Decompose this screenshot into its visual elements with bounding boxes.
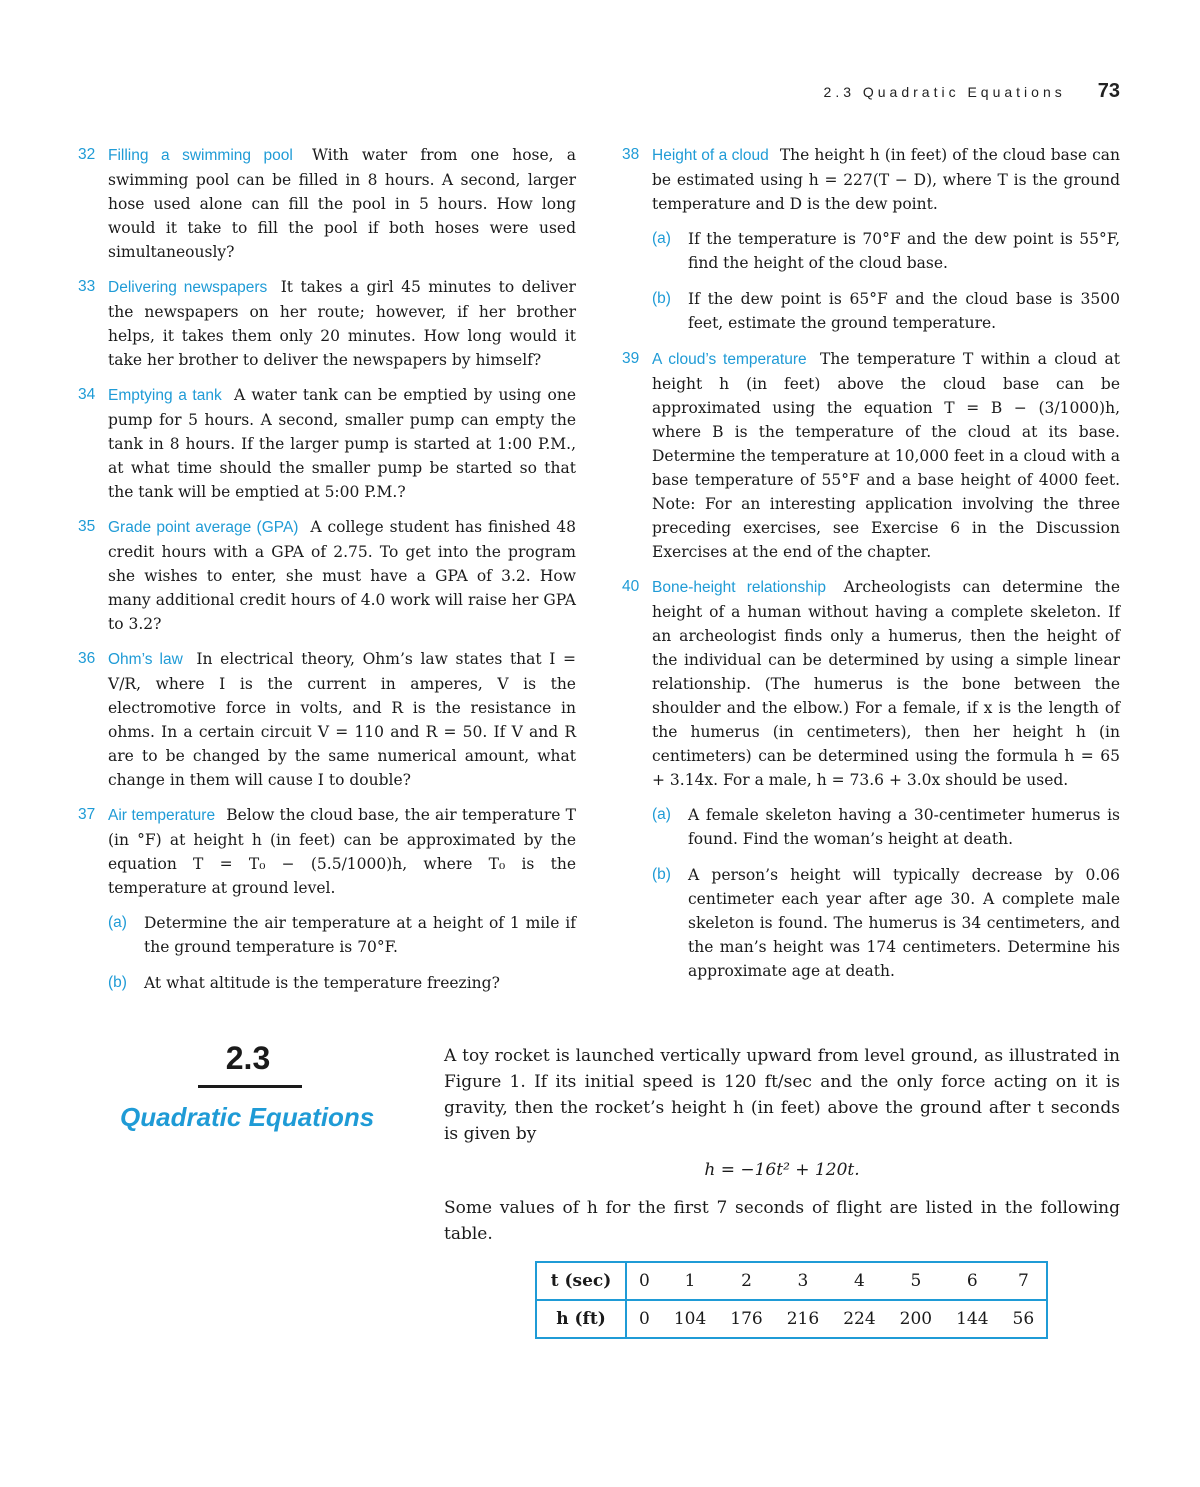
exercise-body: Below the cloud base, the air temperature T (in °F) at height h (in feet) can be approximated by the equation T = T₀ − (5.5/1000)h, where T₀ is the temperature at ground level. bbox=[108, 806, 576, 897]
table-cell: 104 bbox=[673, 1309, 707, 1329]
table-row-t bbox=[536, 1262, 1047, 1300]
exercise-title: Height of a cloud bbox=[652, 147, 769, 164]
exercise-body: The temperature T within a cloud at height h (in feet) above the cloud base can be approximated using the equation T = B − (3/1000)h, where B is the temperature of the cloud at its base. Determine the temperature at 10,000 feet in a cloud with a base temperature of 55°F and a base height of 4000 feet. Note: For an interesting application involving the three preceding exercises, see Exercise 6 in the Discussion Exercises at the end of the chapter. bbox=[652, 350, 1120, 561]
table-cell: 224 bbox=[843, 1309, 876, 1329]
exercise-number: 36 bbox=[78, 650, 96, 667]
exercise-38-part-a bbox=[652, 227, 1120, 275]
table-cell: 56 bbox=[1012, 1309, 1035, 1329]
exercise-34 bbox=[78, 383, 576, 504]
exercise-title: Air temperature bbox=[108, 807, 216, 824]
exercise-number: 34 bbox=[78, 386, 96, 403]
section-rule bbox=[198, 1085, 302, 1088]
exercise-number: 35 bbox=[78, 518, 96, 535]
exercise-37 bbox=[78, 803, 576, 900]
section-heading bbox=[120, 1040, 380, 1133]
table-cell: 5 bbox=[888, 1262, 944, 1300]
exercise-body: A college student has finished 48 credit hours with a GPA of 2.75. To get into the program she wishes to enter, she must have a GPA of 3.2. How many additional credit hours of 4.0 work will raise her GPA to 3.2? bbox=[108, 518, 576, 633]
running-head bbox=[824, 80, 1120, 103]
exercise-37-part-a bbox=[108, 911, 576, 959]
exercise-body: The height h (in feet) of the cloud base can be estimated using h = 227(T − D), where T is the ground temperature and D is the dew point. bbox=[652, 146, 1121, 213]
page-number: 73 bbox=[1097, 80, 1120, 102]
section-title: Quadratic Equations bbox=[120, 1102, 375, 1132]
exercise-title: Emptying a tank bbox=[108, 387, 222, 404]
exercise-40-part-b bbox=[652, 863, 1120, 983]
part-text: If the temperature is 70°F and the dew point is 55°F, find the height of the cloud base. bbox=[688, 230, 1120, 272]
exercise-38 bbox=[622, 143, 1121, 216]
exercise-body: In electrical theory, Ohm’s law states that I = V/R, where I is the current in amperes, V is the electromotive force in volts, and R is the resistance in ohms. In a certain circuit V = 110 and R = 50. If V and R are to be changed by the same numerical amount, what change in them will cause I to double? bbox=[108, 650, 576, 789]
table-cell: 0 bbox=[626, 1262, 662, 1300]
exercise-38-part-b bbox=[652, 287, 1120, 335]
table-cell: 3 bbox=[775, 1262, 831, 1300]
exercise-body: With water from one hose, a swimming pool can be filled in 8 hours. A second, larger hose used alone can fill the pool in 5 hours. How long would it take to fill the pool if both hoses were used simultaneously? bbox=[108, 146, 576, 261]
table-cell: 144 bbox=[956, 1309, 989, 1329]
values-table bbox=[535, 1261, 1048, 1339]
values-table-wrap bbox=[535, 1261, 1048, 1339]
exercise-33 bbox=[78, 275, 576, 372]
height-formula: h = −16t² + 120t. bbox=[704, 1160, 860, 1180]
right-column bbox=[622, 143, 1121, 995]
exercise-number: 39 bbox=[622, 350, 640, 367]
exercise-title: Bone-height relationship bbox=[652, 579, 826, 596]
table-cell: 216 bbox=[786, 1309, 820, 1329]
table-row-h bbox=[536, 1300, 1047, 1338]
exercise-number: 33 bbox=[78, 278, 96, 295]
part-text: Determine the air temperature at a height of 1 mile if the ground temperature is 70°F. bbox=[144, 914, 576, 956]
exercise-39 bbox=[622, 347, 1120, 564]
part-label: (b) bbox=[652, 866, 671, 883]
exercise-number: 32 bbox=[78, 146, 96, 163]
exercise-37-part-b bbox=[108, 971, 576, 995]
part-text: If the dew point is 65°F and the cloud base is 3500 feet, estimate the ground temperature. bbox=[688, 290, 1120, 332]
exercise-40 bbox=[622, 575, 1120, 792]
exercise-title: Delivering newspapers bbox=[108, 279, 268, 296]
row-header-h: h (ft) bbox=[536, 1300, 626, 1338]
exercise-body: A water tank can be emptied by using one pump for 5 hours. A second, smaller pump can empty the tank in 8 hours. If the larger pump is started at 1:00 P.M., at what time should the smaller pump be started so that the tank will be emptied at 5:00 P.M.? bbox=[108, 386, 576, 501]
table-cell: 176 bbox=[730, 1309, 763, 1329]
intro-paragraph-2: Some values of h for the first 7 seconds of flight are listed in the following table. bbox=[444, 1198, 1120, 1244]
exercise-number: 40 bbox=[622, 578, 640, 595]
exercise-title: Ohm’s law bbox=[108, 651, 183, 668]
section-intro bbox=[444, 1043, 1120, 1247]
part-label: (a) bbox=[652, 806, 671, 823]
exercise-35 bbox=[78, 515, 576, 636]
exercise-40-part-a bbox=[652, 803, 1120, 851]
part-label: (a) bbox=[652, 230, 671, 247]
exercise-title: Grade point average (GPA) bbox=[108, 519, 299, 536]
table-cell: 0 bbox=[639, 1309, 650, 1329]
row-header-t: t (sec) bbox=[536, 1262, 626, 1300]
part-label: (b) bbox=[108, 974, 127, 991]
exercise-36 bbox=[78, 647, 576, 792]
exercise-body: Archeologists can determine the height of a human without having a complete skeleton. If an archeologist finds only a humerus, then the height of the individual can be determined by using a simple linear relationship. (The humerus is the bone between the shoulder and the elbow.) For a female, if x is the length of the humerus (in centimeters), then her height h (in centimeters) can be determined using the formula h = 65 + 3.14x. For a male, h = 73.6 + 3.0x should be used. bbox=[652, 578, 1120, 789]
table-cell: 2 bbox=[718, 1262, 774, 1300]
part-text: A person’s height will typically decrease by 0.06 centimeter each year after age 30. A complete male skeleton is found. The humerus is 34 centimeters, and the man’s height was 174 centimeters. Determine his approximate age at death. bbox=[688, 866, 1120, 980]
exercise-body: It takes a girl 45 minutes to deliver the newspapers on her route; however, if her brother helps, it takes them only 20 minutes. How long would it take her brother to deliver the newspapers by himself? bbox=[108, 278, 576, 369]
section-number: 2.3 bbox=[225, 1040, 271, 1076]
exercise-number: 38 bbox=[622, 146, 640, 163]
table-cell: 1 bbox=[662, 1262, 718, 1300]
part-label: (b) bbox=[652, 290, 671, 307]
table-cell: 4 bbox=[831, 1262, 887, 1300]
table-cell: 7 bbox=[1001, 1262, 1048, 1300]
exercise-title: Filling a swimming pool bbox=[108, 147, 293, 164]
exercise-title: A cloud’s temperature bbox=[652, 351, 807, 368]
table-cell: 6 bbox=[944, 1262, 1000, 1300]
left-column bbox=[78, 143, 576, 1007]
running-head-title: 2.3 Quadratic Equations bbox=[823, 84, 1066, 100]
exercise-number: 37 bbox=[78, 806, 96, 823]
exercise-32 bbox=[78, 143, 576, 264]
part-label: (a) bbox=[108, 914, 127, 931]
part-text: At what altitude is the temperature freezing? bbox=[144, 974, 500, 992]
table-cell: 200 bbox=[899, 1309, 933, 1329]
intro-paragraph: A toy rocket is launched vertically upward from level ground, as illustrated in Figure 1. If its initial speed is 120 ft/sec and the only force acting on it is gravity, then the rocket’s height h (in feet) above the ground after t seconds is given by bbox=[444, 1046, 1120, 1144]
part-text: A female skeleton having a 30-centimeter humerus is found. Find the woman’s height at death. bbox=[688, 806, 1120, 848]
